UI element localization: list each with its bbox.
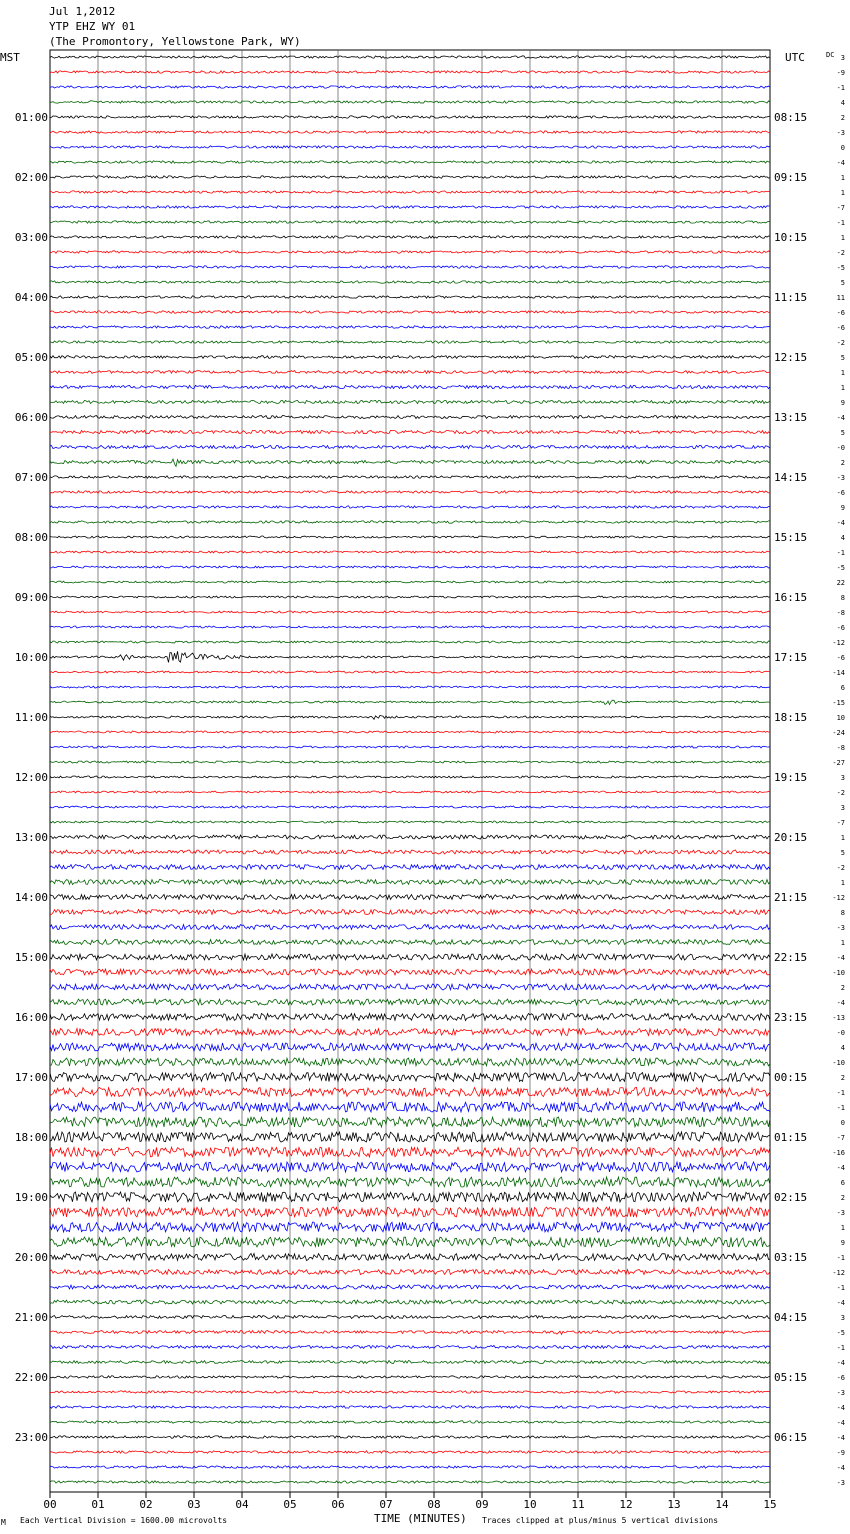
x-tick-label: 07 (379, 1498, 393, 1511)
dc-offset-value: -3 (836, 924, 845, 932)
trace-line (50, 910, 770, 915)
trace-line (50, 1406, 770, 1408)
trace-line (50, 1421, 770, 1423)
left-hour-label: 12:00 (14, 771, 48, 784)
dc-offset-value: -14 (832, 669, 845, 677)
seismic-traces (50, 56, 770, 1483)
trace-line (50, 954, 770, 960)
trace-line (50, 850, 770, 854)
trace-line (50, 430, 770, 433)
trace-line (50, 1254, 770, 1261)
trace-line (50, 1361, 770, 1364)
trace-line (50, 86, 770, 88)
dc-offset-value: -8 (836, 609, 845, 617)
dc-offset-value: 1 (840, 834, 845, 842)
dc-offset-value: -6 (836, 624, 845, 632)
left-hour-label: 08:00 (14, 531, 48, 544)
dc-offset-value: -12 (832, 894, 845, 902)
dc-offset-value: -6 (836, 309, 845, 317)
trace-line (50, 1285, 770, 1289)
dc-offset-value: -5 (836, 564, 845, 572)
trace-line (50, 1162, 770, 1172)
x-tick-label: 13 (667, 1498, 681, 1511)
trace-line (50, 476, 770, 478)
dc-offset-value: -24 (832, 729, 845, 737)
dc-offset-value: -27 (832, 759, 845, 767)
trace-line (50, 356, 770, 359)
dc-offset-value: 9 (840, 504, 845, 512)
dc-offset-value: -3 (836, 129, 845, 137)
dc-offset-value: -0 (836, 444, 845, 452)
dc-offset-value: 2 (840, 1074, 845, 1082)
trace-line (50, 835, 770, 839)
x-tick-label: 03 (187, 1498, 201, 1511)
dc-offset-value: -4 (836, 954, 845, 962)
right-hour-label: 17:15 (774, 651, 808, 664)
trace-line (50, 1177, 770, 1187)
dc-offset-value: -5 (836, 1329, 845, 1337)
trace-line (50, 251, 770, 253)
dc-offset-value: -15 (832, 699, 845, 707)
trace-line (50, 806, 770, 808)
clip-note: Traces clipped at plus/minus 5 vertical divisions (482, 1516, 719, 1525)
dc-offset-value: 3 (840, 1314, 845, 1322)
trace-line (50, 506, 770, 508)
dc-offset-value: -6 (836, 654, 845, 662)
trace-line (50, 999, 770, 1005)
dc-offset-value: 5 (840, 429, 845, 437)
trace-line (50, 940, 770, 945)
trace-line (50, 311, 770, 313)
trace-line (50, 1331, 770, 1335)
trace-line (50, 445, 770, 448)
dc-offset-value: -9 (836, 69, 845, 77)
trace-line (50, 969, 770, 975)
dc-offset-value: -9 (836, 1449, 845, 1457)
trace-line (50, 791, 770, 793)
left-hour-label: 06:00 (14, 411, 48, 424)
trace-line (50, 1043, 770, 1051)
dc-offset-value: 2 (840, 459, 845, 467)
dc-offset-value: -6 (836, 489, 845, 497)
dc-offset-value: -3 (836, 1479, 845, 1487)
right-hour-label: 20:15 (774, 831, 808, 844)
dc-offset-value: 2 (840, 114, 845, 122)
trace-line (50, 281, 770, 283)
dc-offset-value: -7 (836, 819, 845, 827)
trace-line (50, 984, 770, 990)
dc-offset-value: -3 (836, 1389, 845, 1397)
trace-line (50, 459, 770, 466)
dc-offset-value: 6 (840, 684, 845, 692)
trace-line (50, 715, 770, 719)
right-hour-label: 00:15 (774, 1071, 808, 1084)
dc-offset-value: 1 (840, 1224, 845, 1232)
trace-line (50, 1436, 770, 1438)
dc-offset-value: 10 (836, 714, 845, 722)
trace-line (50, 1073, 770, 1082)
trace-line (50, 1132, 770, 1142)
trace-line (50, 191, 770, 193)
right-hour-label: 05:15 (774, 1371, 808, 1384)
right-hour-label: 18:15 (774, 711, 808, 724)
trace-line (50, 671, 770, 673)
trace-line (50, 1466, 770, 1468)
left-hour-label: 03:00 (14, 231, 48, 244)
left-hour-label: 17:00 (14, 1071, 48, 1084)
trace-line (50, 1481, 770, 1483)
dc-offset-value: -1 (836, 219, 845, 227)
dc-offset-value: 8 (840, 909, 845, 917)
trace-line (50, 1316, 770, 1319)
dc-offset-value: 4 (840, 534, 845, 542)
trace-line (50, 611, 770, 613)
dc-offset-value: 9 (840, 1239, 845, 1247)
trace-line (50, 221, 770, 223)
dc-offset-value: -6 (836, 324, 845, 332)
x-tick-label: 14 (715, 1498, 729, 1511)
x-tick-label: 04 (235, 1498, 249, 1511)
trace-line (50, 1391, 770, 1393)
trace-line (50, 1222, 770, 1232)
dc-offset-value: -4 (836, 159, 845, 167)
trace-line (50, 1029, 770, 1036)
right-hour-label: 09:15 (774, 171, 808, 184)
dc-offset-value: -7 (836, 1134, 845, 1142)
right-hour-label: 15:15 (774, 531, 808, 544)
trace-line (50, 581, 770, 583)
trace-line (50, 1376, 770, 1378)
left-hour-label: 10:00 (14, 651, 48, 664)
trace-line (50, 71, 770, 73)
dc-offset-value: 3 (840, 774, 845, 782)
trace-line (50, 776, 770, 778)
trace-line (50, 1117, 770, 1127)
right-hour-label: 16:15 (774, 591, 808, 604)
right-hour-label: 08:15 (774, 111, 808, 124)
trace-line (50, 1014, 770, 1021)
trace-line (50, 371, 770, 374)
right-hour-label: 22:15 (774, 951, 808, 964)
left-hour-label: 05:00 (14, 351, 48, 364)
dc-offset-value: -4 (836, 1359, 845, 1367)
trace-line (50, 1270, 770, 1275)
right-hour-label: 04:15 (774, 1311, 808, 1324)
trace-line (50, 416, 770, 419)
left-hour-label: 15:00 (14, 951, 48, 964)
trace-line (50, 1102, 770, 1112)
trace-line (50, 731, 770, 733)
left-hour-label: 04:00 (14, 291, 48, 304)
dc-offset-value: -6 (836, 1374, 845, 1382)
left-hour-label: 18:00 (14, 1131, 48, 1144)
trace-line (50, 686, 770, 688)
left-hour-label: 13:00 (14, 831, 48, 844)
station-code: YTP EHZ WY 01 (49, 20, 136, 33)
x-tick-label: 10 (523, 1498, 537, 1511)
trace-line (50, 341, 770, 343)
x-tick-label: 12 (619, 1498, 633, 1511)
dc-offset-value: 22 (836, 579, 845, 587)
trace-line (50, 895, 770, 900)
x-axis-title: TIME (MINUTES) (374, 1512, 467, 1525)
x-tick-label: 11 (571, 1498, 585, 1511)
trace-line (50, 491, 770, 493)
dc-offset-value: -1 (836, 1104, 845, 1112)
trace-line (50, 551, 770, 553)
x-tick-label: 01 (91, 1498, 105, 1511)
trace-line (50, 206, 770, 208)
trace-line (50, 536, 770, 538)
right-hour-label: 06:15 (774, 1431, 808, 1444)
dc-offset-value: -3 (836, 474, 845, 482)
trace-line (50, 700, 770, 704)
dc-offset-value: -2 (836, 789, 845, 797)
right-hour-label: 01:15 (774, 1131, 808, 1144)
dc-offset-value: -7 (836, 204, 845, 212)
dc-offset-value: -12 (832, 639, 845, 647)
trace-line (50, 880, 770, 885)
x-tick-label: 15 (763, 1498, 777, 1511)
dc-offset-value: -1 (836, 84, 845, 92)
dc-offset-value: 0 (840, 1119, 845, 1127)
trace-line (50, 596, 770, 598)
trace-line (50, 146, 770, 148)
right-hour-label: 12:15 (774, 351, 808, 364)
dc-offset-value: -16 (832, 1149, 845, 1157)
dc-offset-value: 2 (840, 1194, 845, 1202)
dc-offset-value: 1 (840, 174, 845, 182)
left-hour-label: 22:00 (14, 1371, 48, 1384)
dc-offset-value: 1 (840, 384, 845, 392)
dc-offset-value: -0 (836, 1029, 845, 1037)
dc-offset-value: -5 (836, 264, 845, 272)
dc-offset-value: -1 (836, 1284, 845, 1292)
dc-offset-value: 6 (840, 1179, 845, 1187)
axis-labels (0, 51, 845, 1525)
x-tick-label: 09 (475, 1498, 489, 1511)
dc-offset-value: 11 (836, 294, 845, 302)
left-hour-label: 20:00 (14, 1251, 48, 1264)
trace-line (50, 1088, 770, 1097)
dc-offset-value: 0 (840, 144, 845, 152)
dc-offset-value: 4 (840, 99, 845, 107)
dc-offset-value: -2 (836, 249, 845, 257)
dc-offset-value: 1 (840, 189, 845, 197)
dc-offset-value: 1 (840, 879, 845, 887)
dc-offset-value: 3 (840, 804, 845, 812)
trace-line (50, 176, 770, 178)
trace-line (50, 385, 770, 388)
trace-line (50, 131, 770, 133)
trace-line (50, 746, 770, 748)
trace-line (50, 761, 770, 763)
left-hour-label: 01:00 (14, 111, 48, 124)
trace-line (50, 400, 770, 403)
dc-offset-value: 4 (840, 1044, 845, 1052)
scale-note: Each Vertical Division = 1600.00 microvolts (20, 1516, 228, 1525)
trace-line (50, 821, 770, 823)
corner-mark: M (1, 1518, 6, 1527)
dc-offset-value: -1 (836, 1089, 845, 1097)
x-tick-label: 08 (427, 1498, 441, 1511)
right-hour-label: 02:15 (774, 1191, 808, 1204)
dc-offset-value: -4 (836, 1434, 845, 1442)
dc-offset-value: -1 (836, 1344, 845, 1352)
trace-line (50, 1346, 770, 1349)
dc-offset-value: -10 (832, 969, 845, 977)
trace-line (50, 1237, 770, 1247)
dc-offset-value: -4 (836, 1299, 845, 1307)
trace-line (50, 101, 770, 103)
dc-offset-value: 1 (840, 234, 845, 242)
left-hour-label: 16:00 (14, 1011, 48, 1024)
left-hour-label: 09:00 (14, 591, 48, 604)
trace-line (50, 865, 770, 870)
dc-offset-value: -4 (836, 519, 845, 527)
x-tick-label: 06 (331, 1498, 345, 1511)
dc-offset-value: -4 (836, 414, 845, 422)
dc-offset-value: -4 (836, 1404, 845, 1412)
left-hour-label: 11:00 (14, 711, 48, 724)
dc-offset-value: -3 (836, 1209, 845, 1217)
trace-line (50, 1192, 770, 1202)
x-tick-label: 00 (43, 1498, 57, 1511)
dc-offset-value: -4 (836, 1164, 845, 1172)
dc-offset-value: -13 (832, 1014, 845, 1022)
trace-line (50, 56, 770, 58)
trace-line (50, 296, 770, 298)
right-hour-label: 19:15 (774, 771, 808, 784)
dc-offset-value: -1 (836, 1254, 845, 1262)
dc-offset-value: 8 (840, 594, 845, 602)
left-hour-label: 21:00 (14, 1311, 48, 1324)
trace-line (50, 236, 770, 238)
trace-line (50, 641, 770, 643)
dc-offset-value: -2 (836, 339, 845, 347)
dc-offset-value: -12 (832, 1269, 845, 1277)
dc-offset-value: 5 (840, 849, 845, 857)
left-hour-label: 19:00 (14, 1191, 48, 1204)
trace-line (50, 116, 770, 118)
dc-offset-value: -4 (836, 1464, 845, 1472)
left-hour-label: 07:00 (14, 471, 48, 484)
x-tick-label: 05 (283, 1498, 297, 1511)
trace-line (50, 161, 770, 163)
trace-line (50, 326, 770, 328)
trace-line (50, 651, 770, 662)
trace-line (50, 521, 770, 523)
right-hour-label: 21:15 (774, 891, 808, 904)
trace-line (50, 566, 770, 568)
right-hour-label: 14:15 (774, 471, 808, 484)
trace-line (50, 1207, 770, 1217)
trace-line (50, 1147, 770, 1157)
x-tick-label: 02 (139, 1498, 153, 1511)
dc-offset-value: 5 (840, 354, 845, 362)
dc-offset-value: 2 (840, 984, 845, 992)
station-location: (The Promontory, Yellowstone Park, WY) (49, 35, 301, 48)
dc-offset-value: 1 (840, 939, 845, 947)
left-hour-label: 23:00 (14, 1431, 48, 1444)
trace-line (50, 1058, 770, 1066)
right-hour-label: 13:15 (774, 411, 808, 424)
left-zone-label: MST (0, 51, 20, 64)
plot-date: Jul 1,2012 (49, 5, 116, 18)
trace-line (50, 266, 770, 268)
left-hour-label: 14:00 (14, 891, 48, 904)
trace-line (50, 1300, 770, 1304)
right-hour-label: 11:15 (774, 291, 808, 304)
dc-offset-value: -4 (836, 1419, 845, 1427)
dc-offset-value: 1 (840, 369, 845, 377)
trace-line (50, 925, 770, 930)
trace-line (50, 1451, 770, 1453)
right-hour-label: 10:15 (774, 231, 808, 244)
right-hour-label: 23:15 (774, 1011, 808, 1024)
dc-label: DC (826, 51, 835, 59)
trace-line (50, 626, 770, 628)
right-hour-label: 03:15 (774, 1251, 808, 1264)
left-hour-label: 02:00 (14, 171, 48, 184)
dc-offset-value: 9 (840, 399, 845, 407)
dc-offset-value: -10 (832, 1059, 845, 1067)
dc-offset-value: 5 (840, 279, 845, 287)
dc-offset-value: -2 (836, 864, 845, 872)
dc-offset-value: 3 (840, 54, 845, 62)
right-zone-label: UTC (785, 51, 805, 64)
dc-offset-value: -8 (836, 744, 845, 752)
dc-offset-value: -4 (836, 999, 845, 1007)
dc-offset-value: -1 (836, 549, 845, 557)
